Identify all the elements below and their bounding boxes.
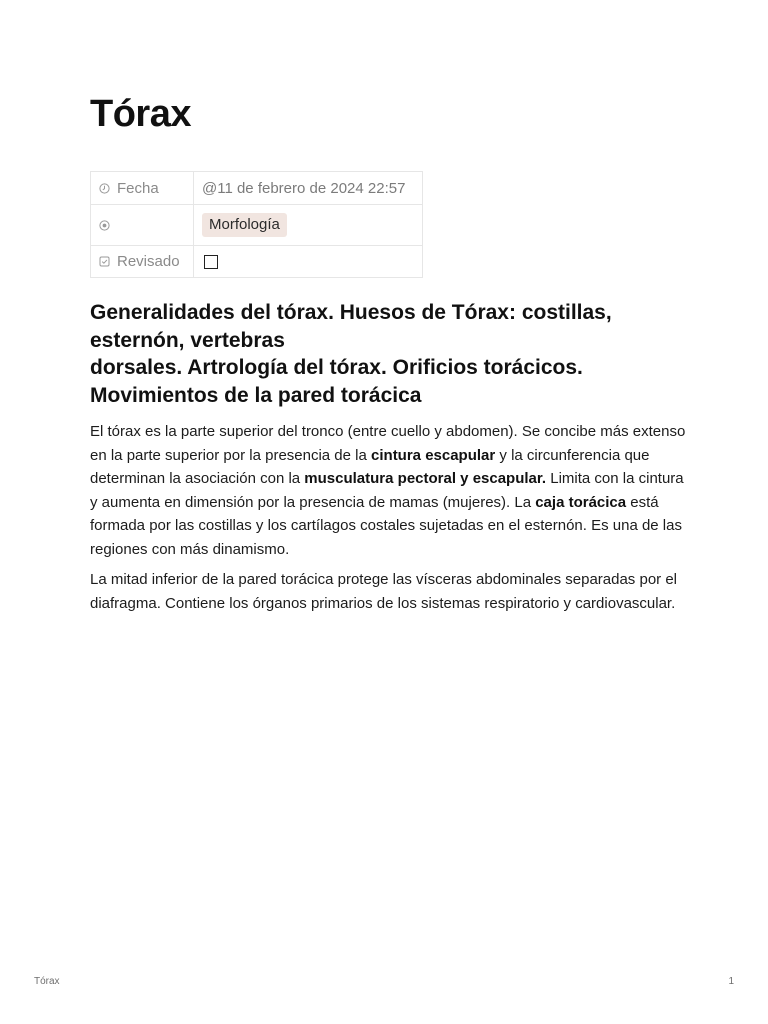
section-heading xyxy=(90,299,690,409)
clock-icon xyxy=(99,183,110,194)
paragraph-text: y la circunferencia que determinan la asociación con la xyxy=(90,446,650,487)
property-key-reviewed xyxy=(91,246,194,278)
page-title: Tórax xyxy=(90,93,191,135)
paragraph-text: El tórax es la parte superior del tronco (entre cuello y abdomen). Se concibe más extenso en la parte superior por la presencia de la xyxy=(90,423,686,464)
tags-value xyxy=(194,205,423,246)
properties-table xyxy=(90,171,423,278)
paragraph-lower-wall: La mitad inferior de la pared torácica protege las vísceras abdominales separadas por el diafragma. Contiene los órganos primarios de los sistemas respiratorio y cardiovascular. xyxy=(90,571,677,612)
paragraph-intro xyxy=(90,420,690,561)
section-heading-line: esternón, vertebras xyxy=(90,328,285,352)
bold-term-musculatura: musculatura pectoral y escapular. xyxy=(304,470,547,487)
bold-term-cintura-escapular: cintura escapular xyxy=(371,446,496,464)
paragraph-text: está formada por las costillas y los cartílagos costales sujetadas en el esternón. Es una de las regiones con más dinamismo. xyxy=(90,493,682,558)
footer-page-number: 1 xyxy=(728,976,734,987)
property-key-tags xyxy=(91,205,194,246)
property-row-date xyxy=(91,172,423,205)
property-key-date xyxy=(91,172,194,205)
tag-morfologia[interactable]: Morfología xyxy=(202,213,287,237)
property-row-tags xyxy=(91,205,423,246)
date-label: Fecha xyxy=(117,179,159,197)
section-heading-line: Movimientos de la pared torácica xyxy=(90,383,422,407)
reviewed-checkbox[interactable] xyxy=(204,255,218,269)
footer-doc-name: Tórax xyxy=(34,976,60,987)
section-heading-line: dorsales. Artrología del tórax. Orificios torácicos. xyxy=(90,356,583,379)
reviewed-label: Revisado xyxy=(117,253,180,270)
date-value[interactable]: @11 de febrero de 2024 22:57 xyxy=(194,172,423,205)
paragraph-text: Limita con la cintura y aumenta en dimensión por la presencia de mamas (mujeres). La xyxy=(90,470,684,511)
property-row-reviewed xyxy=(91,246,423,278)
reviewed-value xyxy=(194,246,423,278)
target-icon xyxy=(99,220,110,231)
checkbox-icon xyxy=(99,256,110,267)
bold-term-caja-toracica: caja torácica xyxy=(535,493,627,511)
section-heading-line: Generalidades del tórax. Huesos de Tórax: costillas, xyxy=(90,301,612,324)
